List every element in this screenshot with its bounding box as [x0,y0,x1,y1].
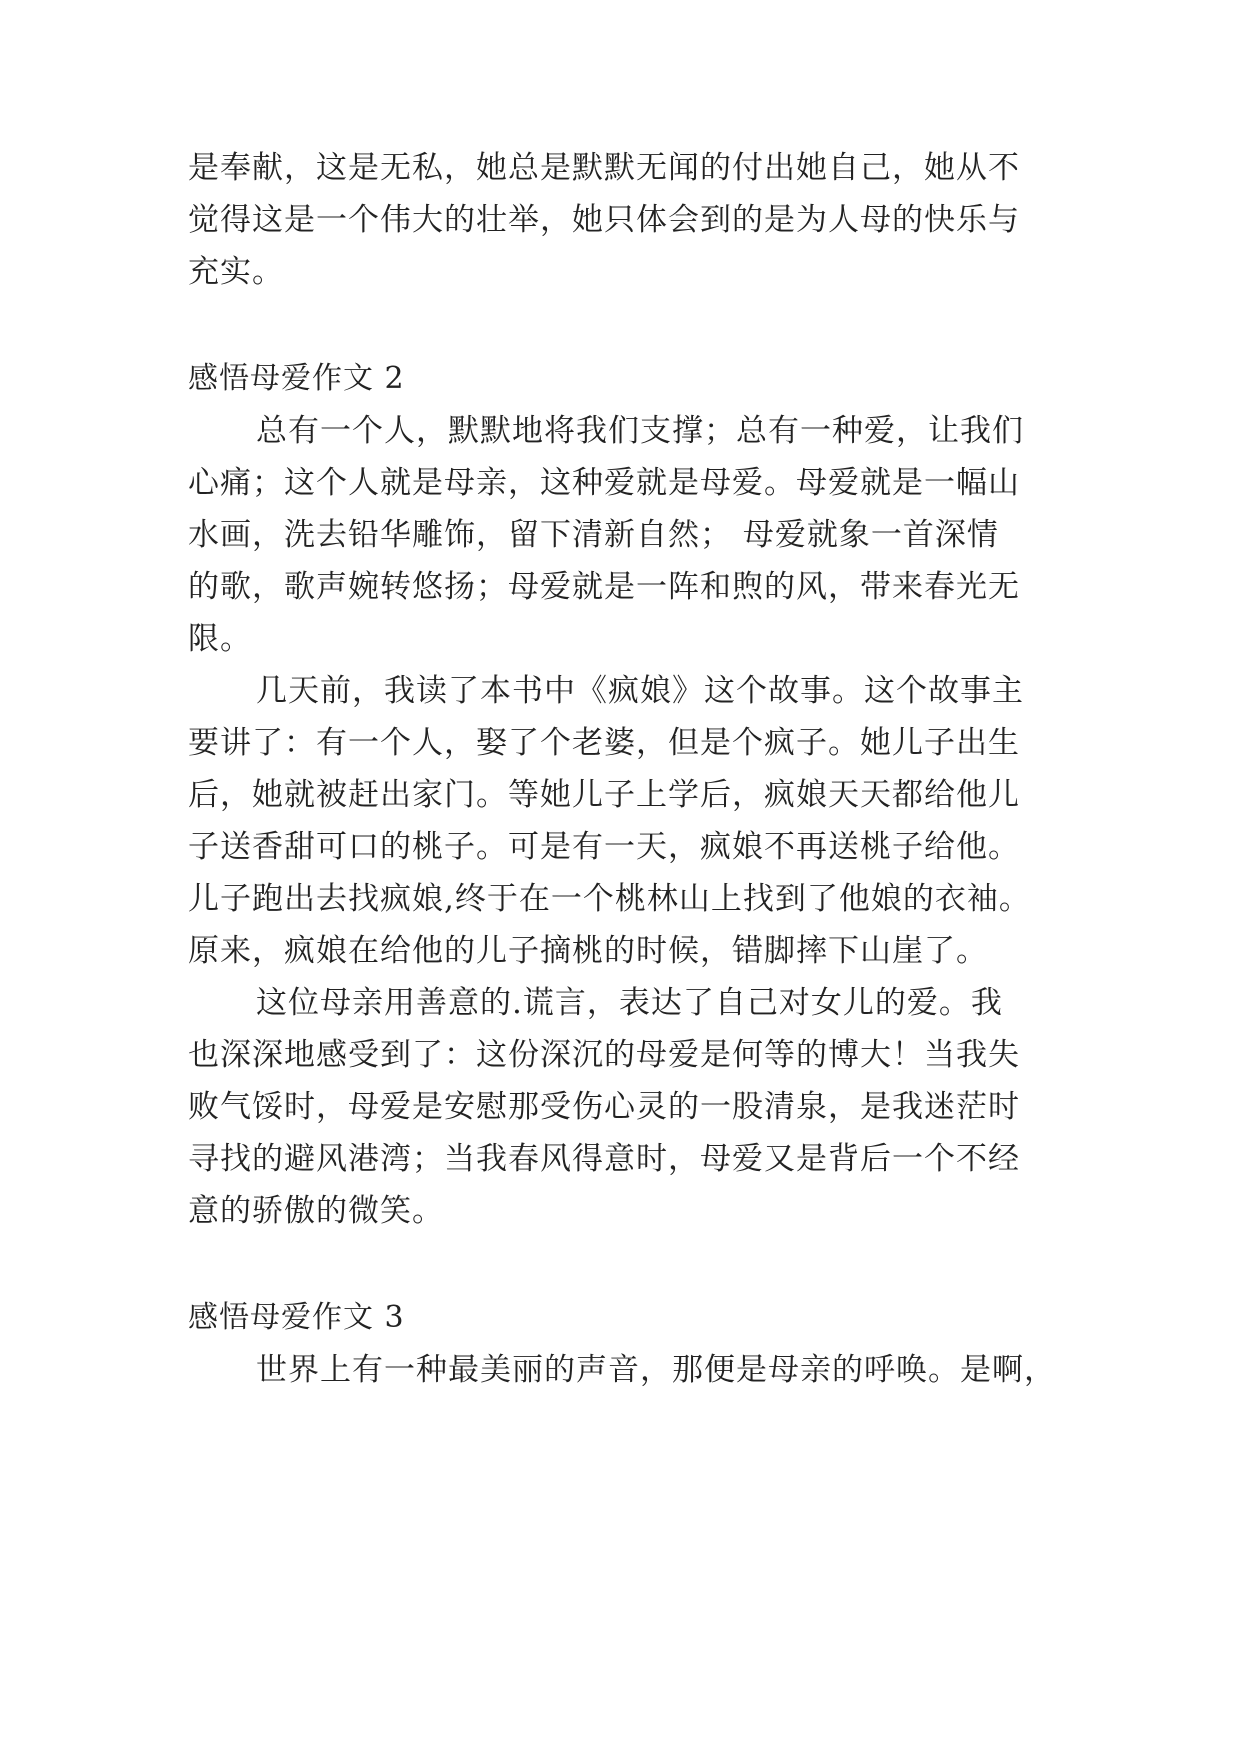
paragraph-line: 心痛；这个人就是母亲，这种爱就是母爱。母爱就是一幅山 [188,465,1020,501]
section-heading: 感悟母爱作文 3 [188,1300,405,1335]
paragraph-line: 要讲了：有一个人，娶了个老婆，但是个疯子。她儿子出生 [188,725,1020,761]
paragraph-line: 子送香甜可口的桃子。可是有一天，疯娘不再送桃子给他。 [188,829,1020,865]
paragraph-line: 也深深地感受到了：这份深沉的母爱是何等的博大！当我失 [188,1037,1020,1073]
paragraph-line: 水画，洗去铅华雕饰，留下清新自然； 母爱就象一首深情 [188,517,999,553]
paragraph-line: 后，她就被赶出家门。等她儿子上学后，疯娘天天都给他儿 [188,777,1020,813]
paragraph-line: 总有一个人，默默地将我们支撑；总有一种爱，让我们 [256,413,1024,449]
paragraph-line: 原来，疯娘在给他的儿子摘桃的时候，错脚摔下山崖了。 [188,933,988,969]
paragraph-line: 这位母亲用善意的.谎言，表达了自己对女儿的爱。我 [256,985,1003,1021]
paragraph-line: 败气馁时，母爱是安慰那受伤心灵的一股清泉，是我迷茫时 [188,1089,1020,1125]
paragraph-line: 几天前，我读了本书中《疯娘》这个故事。这个故事主 [256,673,1024,709]
paragraph-line: 的歌，歌声婉转悠扬；母爱就是一阵和煦的风，带来春光无 [188,569,1020,605]
paragraph-line: 世界上有一种最美丽的声音，那便是母亲的呼唤。是啊， [256,1352,1056,1388]
paragraph-line: 寻找的避风港湾；当我春风得意时，母爱又是背后一个不经 [188,1141,1020,1177]
paragraph-line: 充实。 [188,254,284,290]
section-heading: 感悟母爱作文 2 [188,361,405,396]
paragraph-line: 是奉献，这是无私，她总是默默无闻的付出她自己，她从不 [188,150,1020,186]
paragraph-line: 意的骄傲的微笑。 [188,1193,444,1229]
paragraph-line: 限。 [188,621,252,657]
paragraph-line: 儿子跑出去找疯娘,终于在一个桃林山上找到了他娘的衣袖。 [188,881,1031,917]
paragraph-line: 觉得这是一个伟大的壮举，她只体会到的是为人母的快乐与 [188,202,1020,238]
